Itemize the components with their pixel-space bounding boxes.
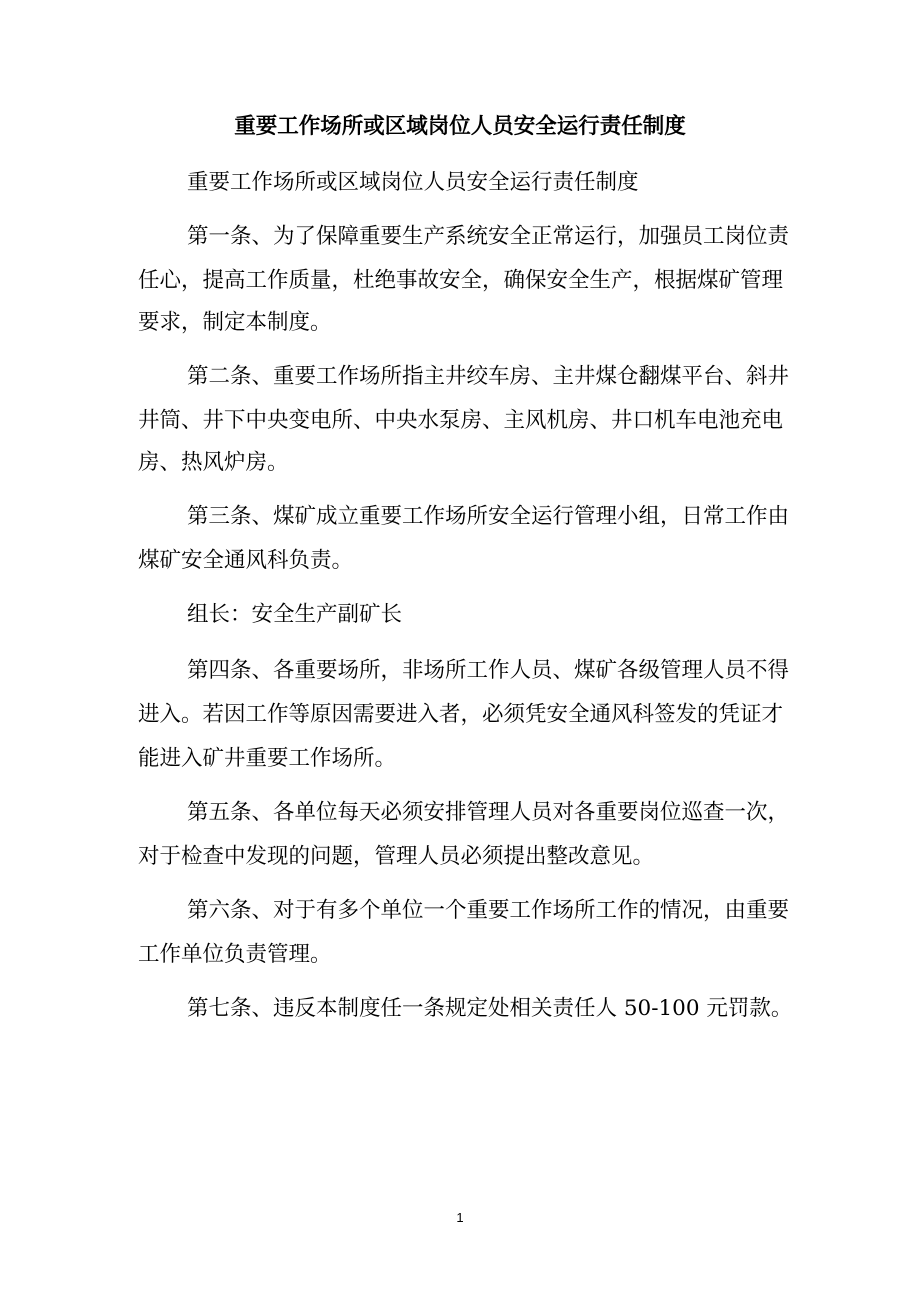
text-line: 第六条、对于有多个单位一个重要工作场所工作的情况，由重要 <box>187 898 790 923</box>
text-line: 第一条、为了保障重要生产系统安全正常运行，加强员工岗位责 <box>187 224 790 249</box>
text-line: 第四条、各重要场所，非场所工作人员、煤矿各级管理人员不得 <box>187 658 790 683</box>
text-line: 进入。若因工作等原因需要进入者，必须凭安全通风科签发的凭证才 <box>138 702 784 727</box>
document-subtitle: 重要工作场所或区域岗位人员安全运行责任制度 <box>187 170 639 195</box>
text-line: 能进入矿井重要工作场所。 <box>138 746 397 771</box>
text-line: 组长：安全生产副矿长 <box>187 602 403 627</box>
text-line: 第二条、重要工作场所指主井绞车房、主井煤仓翻煤平台、斜井 <box>187 364 790 389</box>
document-title: 重要工作场所或区域岗位人员安全运行责任制度 <box>234 114 686 139</box>
text-line: 第五条、各单位每天必须安排管理人员对各重要岗位巡查一次， <box>187 800 790 825</box>
text-line: 对于检查中发现的问题，管理人员必须提出整改意见。 <box>138 844 655 869</box>
text-line: 工作单位负责管理。 <box>138 942 332 967</box>
text-line: 井筒、井下中央变电所、中央水泵房、主风机房、井口机车电池充电 <box>138 408 784 433</box>
text-line: 任心，提高工作质量，杜绝事故安全，确保安全生产，根据煤矿管理 <box>138 268 784 293</box>
text-line: 第三条、煤矿成立重要工作场所安全运行管理小组，日常工作由 <box>187 504 790 529</box>
text-line: 第七条、违反本制度任一条规定处相关责任人 50-100 元罚款。 <box>187 996 793 1021</box>
text-line: 要求，制定本制度。 <box>138 310 332 335</box>
text-line: 煤矿安全通风科负责。 <box>138 548 354 573</box>
text-line: 房、热风炉房。 <box>138 450 289 475</box>
page-number: 1 <box>456 1210 464 1225</box>
